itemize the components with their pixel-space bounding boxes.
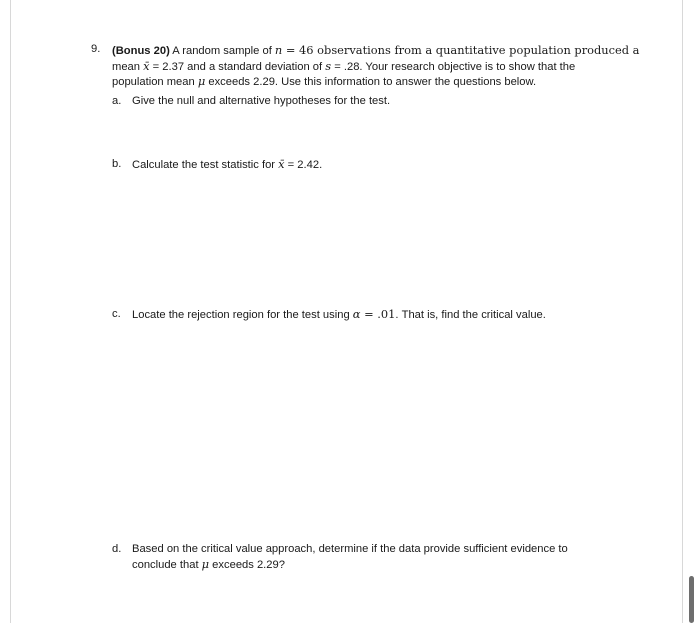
part-text: exceeds 2.29? (209, 558, 285, 571)
bonus-label: (Bonus 20) (112, 45, 170, 57)
question-text: = 2.37 and a standard deviation of (149, 60, 326, 73)
part-d-line-1: Based on the critical value approach, determine if the data provide sufficient evidence to (132, 543, 568, 555)
math-variable-n: n (274, 43, 283, 57)
part-text: = 2.42. (284, 159, 323, 171)
part-c-text (132, 307, 592, 323)
question-text: = 46 observations from a quantitative population produced a (282, 43, 640, 57)
part-b-text (132, 157, 592, 173)
part-text: Locate the rejection region for the test using (132, 309, 353, 321)
math-variable-s: s (325, 58, 332, 73)
math-variable-mu: μ (197, 74, 206, 89)
math-variable-xbar: x̄ (143, 58, 150, 73)
part-text: conclude that (132, 558, 202, 571)
question-text: exceeds 2.29. Use this information to answer the questions below. (205, 76, 537, 89)
math-variable-alpha: α (352, 307, 361, 321)
math-variable-mu: μ (201, 556, 210, 571)
vertical-scrollbar[interactable] (689, 576, 694, 623)
part-letter: a. (112, 95, 122, 107)
question-line-2 (112, 59, 602, 75)
part-letter: d. (112, 543, 122, 555)
question-text: mean (112, 60, 144, 73)
question-text: = .28. Your research objective is to show that the (331, 60, 576, 73)
question-text: population mean (112, 76, 198, 89)
part-d-line-2 (132, 557, 592, 573)
part-letter: b. (112, 158, 122, 170)
question-text: A random sample of (169, 45, 275, 57)
question-line-1 (112, 43, 640, 59)
question-number: 9. (91, 43, 101, 55)
question-body (112, 43, 640, 90)
part-a-text: Give the null and alternative hypotheses for the test. (132, 95, 391, 107)
part-text: = .01 (360, 307, 396, 321)
part-letter: c. (112, 308, 121, 320)
part-text: . That is, find the critical value. (395, 309, 546, 321)
part-text: Calculate the test statistic for (132, 159, 279, 171)
math-variable-xbar: x̄ (278, 157, 285, 171)
question-line-3 (112, 74, 602, 90)
part-d-text (132, 542, 592, 572)
